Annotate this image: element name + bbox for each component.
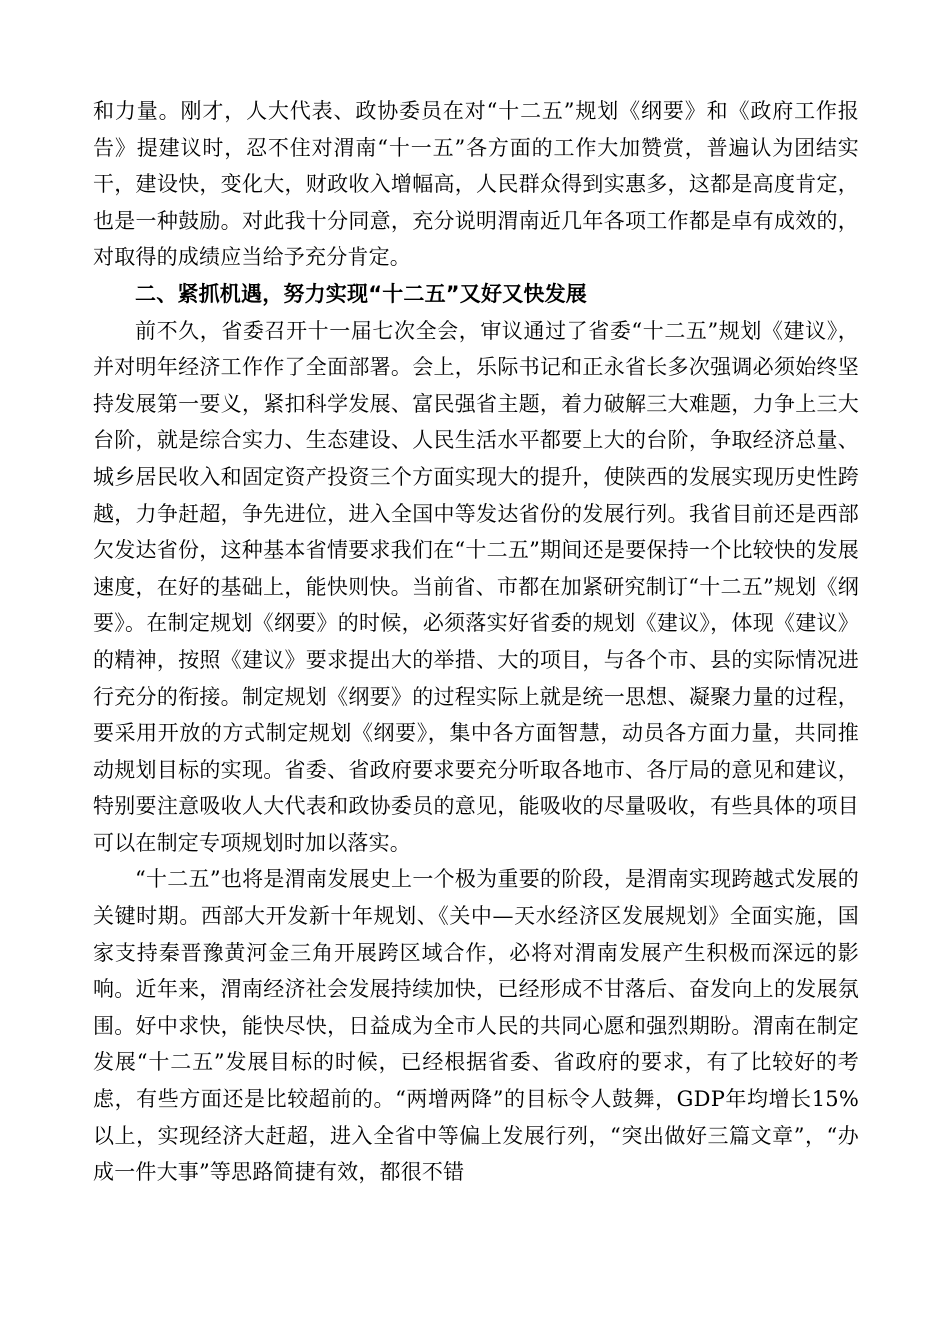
paragraph-weinan-development: “十二五”也将是渭南发展史上一个极为重要的阶段，是渭南实现跨越式发展的关键时期。西部大开发新十年规划、《关中—天水经济区发展规划》全面实施，国家支持秦晋豫黄河金三角开展跨区域合作，必将对渭南发展产生积极而深远的影响。近年来，渭南经济社会发展持续加快，已经形成不甘落后、奋发向上的发展氛围。好中求快，能快尽快，日益成为全市人民的共同心愿和强烈期盼。渭南在制定发展“十二五”发展目标的时候，已经根据省委、省政府的要求，有了比较好的考虑，有些方面还是比较超前的。“两增两降”的目标令人鼓舞，GDP年均增长15%以上，实现经济大赶超，进入全省中等偏上发展行列，“突出做好三篇文章”，“办成一件大事”等思路简捷有效，都很不错 bbox=[93, 867, 859, 1185]
paragraph-provincial-plenum: 前不久，省委召开十一届七次全会，审议通过了省委“十二五”规划《建议》，并对明年经济工作作了全面部署。会上，乐际书记和正永省长多次强调必须始终坚持发展第一要义，紧扣科学发展、富民强省主题，着力破解三大难题，力争上三大台阶，就是综合实力、生态建设、人民生活水平都要上大的台阶，争取经济总量、城乡居民收入和固定资产投资三个方面实现大的提升，使陕西的发展实现历史性跨越，力争赶超，争先进位，进入全国中等发达省份的发展行列。我省目前还是西部欠发达省份，这种基本省情要求我们在“十二五”期间还是要保持一个比较快的发展速度，在好的基础上，能快则快。当前省、市都在加紧研究制订“十二五”规划《纲要》。在制定规划《纲要》的时候，必须落实好省委的规划《建议》，体现《建议》的精神，按照《建议》要求提出大的举措、大的项目，与各个市、县的实际情况进行充分的衔接。制定规划《纲要》的过程实际上就是统一思想、凝聚力量的过程，要采用开放的方式制定规划《纲要》，集中各方面智慧，动员各方面力量，共同推动规划目标的实现。省委、省政府要求要充分听取各地市、各厅局的意见和建议，特别要注意吸收人大代表和政协委员的意见，能吸收的尽量吸收，有些具体的项目可以在制定专项规划时加以落实。 bbox=[93, 318, 859, 855]
section-heading: 二、紧抓机遇，努力实现“十二五”又好又快发展 bbox=[135, 281, 588, 306]
paragraph-continuation: 和力量。刚才，人大代表、政协委员在对“十二五”规划《纲要》和《政府工作报告》提建议时，忍不住对渭南“十一五”各方面的工作大加赞赏，普遍认为团结实干，建设快，变化大，财政收入增幅高，人民群众得到实惠多，这都是高度肯定，也是一种鼓励。对此我十分同意，充分说明渭南近几年各项工作都是卓有成效的，对取得的成绩应当给予充分肯定。 bbox=[93, 99, 859, 270]
document-page bbox=[93, 93, 859, 1191]
